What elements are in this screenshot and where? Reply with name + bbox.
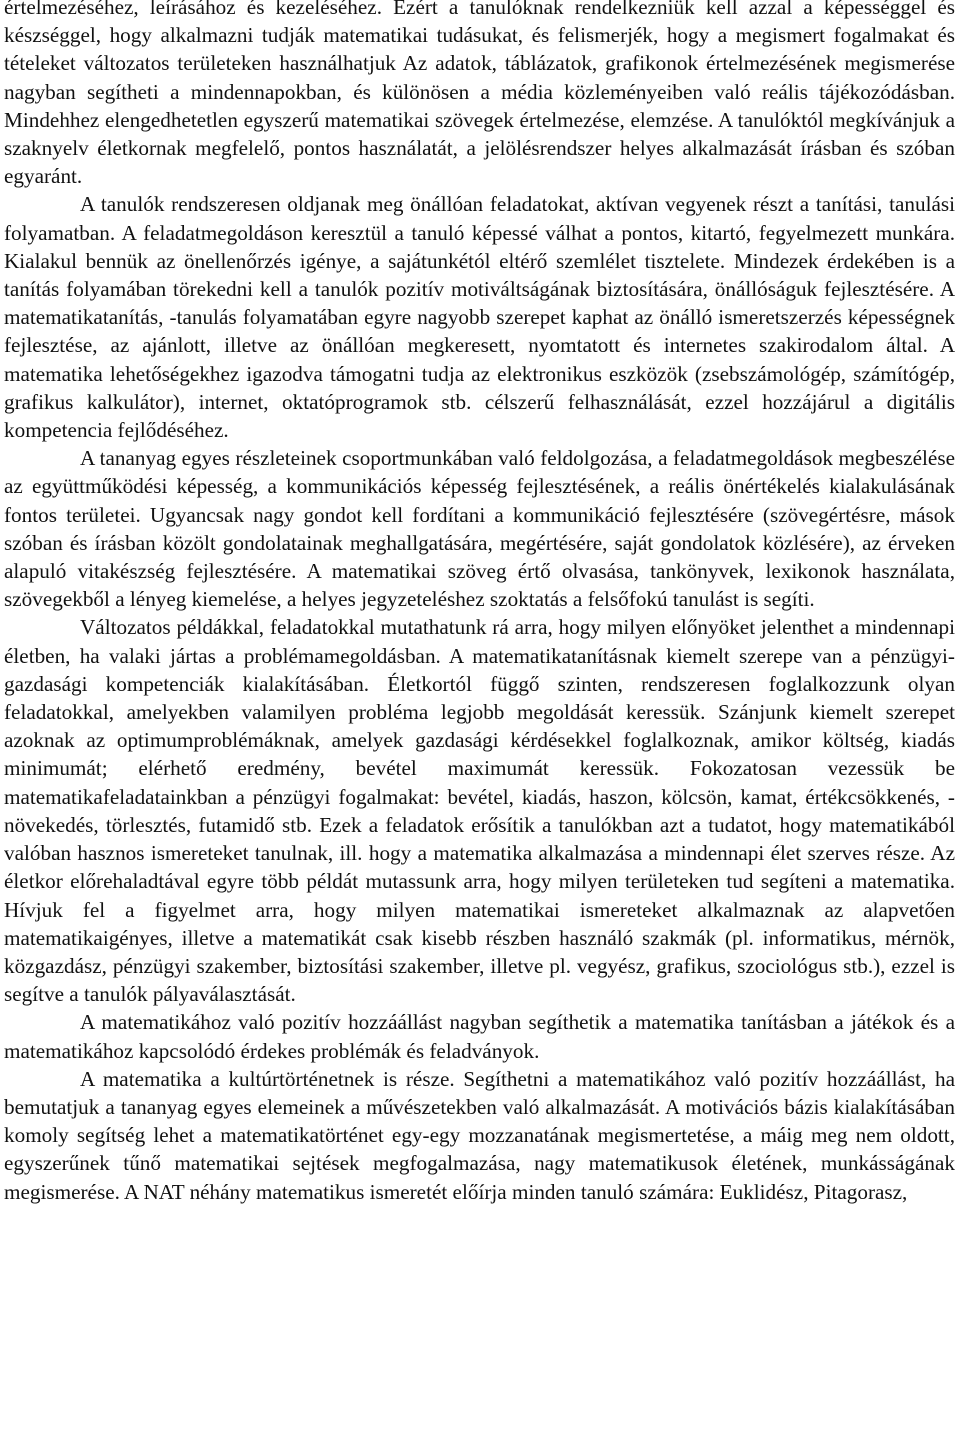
paragraph-group-work: A tananyag egyes részleteinek csoportmunkában való feldolgozása, a feladatmegoldások megbeszélése az együttműködési képesség, a kommunikációs képesség fejlesztésének, a reális önértékelés kialakulásának fontos területei. Ugyancsak nagy gondot kell fordítani a kommunikáció fejlesztésére (szövegértésre, mások szóban és írásban közölt gondolatainak meghallgatására, megértésére, saját gondolatok közlésére), az érveken alapuló vitakészség fejlesztésére. A matematikai szöveg értő olvasása, tankönyvek, lexikonok használata, szövegekből a lényeg kiemelése, a helyes jegyzeteléshez szoktatás a felsőfokú tanulást is segíti. [4,446,955,612]
paragraph-continuation: értelmezéséhez, leírásához és kezeléséhez. Ezért a tanulóknak rendelkezniük kell azzal a képességgel és készséggel, hogy alkalmazni tudják matematikai tudásukat, és felismerjék, hogy a megismert fogalmakat és tételeket változatos területeken használhatjuk Az adatok, táblázatok, grafikonok értelmezésének megismerése nagyban segítheti a mindennapokban, és különösen a média közleményeiben való reális tájékozódásban. Mindehhez elengedhetetlen egyszerű matematikai szövegek értelmezése, elemzése. A tanulóktól megkívánjuk a szaknyelv életkornak megfelelő, pontos használatát, a jelölésrendszer helyes alkalmazását írásban és szóban egyaránt. [4,0,955,189]
paragraph-cultural-history: A matematika a kultúrtörténetnek is része. Segíthetni a matematikához való pozitív hozzáállást, ha bemutatjuk a tananyag egyes elemeinek a művészetekben való alkalmazását. A motivációs bázis kialakításában komoly segítség lehet a matematikatörténet egy-egy mozzanatának megismertetése, a máig meg nem oldott, egyszerűnek tűnő matematikai sejtések megfogalmazása, nagy matematikusok életének, munkásságának megismerése. A NAT néhány matematikus ismeretét előírja minden tanuló számára: Euklidész, Pitagorasz, [4,1066,955,1204]
paragraph-games: A matematikához való pozitív hozzáállást nagyban segíthetik a matematika tanításban a játékok és a matematikához kapcsolódó érdekes problémák és feladványok. [4,1010,955,1063]
paragraph-independent-work: A tanulók rendszeresen oldjanak meg önállóan feladatokat, aktívan vegyenek részt a tanítási, tanulási folyamatban. A feladatmegoldáson keresztül a tanuló képessé válhat a pontos, kitartó, fegyelmezett munkára. Kialakul bennük az önellenőrzés igénye, a sajátunkétól eltérő szemlélet tisztelete. Mindezek érdekében is a tanítás folyamában törekedni kell a tanulók pozitív motiváltságának biztosítására, önállóságuk fejlesztésére. A matematikatanítás, -tanulás folyamatában egyre nagyobb szerepet kaphat az önálló ismeretszerzés képességnek fejlesztése, az ajánlott, illetve az önállóan megkeresett, nyomtatott és internetes szakirodalom által. A matematika lehetőségekhez igazodva támogatni tudja az elektronikus eszközök (zsebszámológép, számítógép, grafikus kalkulátor), internet, oktatóprogramok stb. célszerű felhasználását, ezzel hozzájárul a digitális kompetencia fejlődéséhez. [4,192,955,443]
paragraph-practical-examples: Változatos példákkal, feladatokkal mutathatunk rá arra, hogy milyen előnyöket jelenthet a mindennapi életben, ha valaki jártas a problémamegoldásban. A matematikatanításnak kiemelt szerepe van a pénzügyi-gazdasági kompetenciák kialakításában. Életkortól függő szinten, rendszeresen foglalkozzunk olyan feladatokkal, amelyekben valamilyen probléma legjobb megoldását keressük. Szánjunk kiemelt szerepet azoknak az optimumproblémáknak, amelyek gazdasági kérdésekkel foglalkoznak, amikor költség, kiadás minimumát; elérhető eredmény, bevétel maximumát keressük. Fokozatosan vezessük be matematikafeladatainkban a pénzügyi fogalmakat: bevétel, kiadás, haszon, kölcsön, kamat, értékcsökkenés, -növekedés, törlesztés, futamidő stb. Ezek a feladatok erősítik a tanulókban azt a tudatot, hogy matematikából valóban hasznos ismereteket tanulnak, ill. hogy a matematika alkalmazása a mindennapi élet szerves része. Az életkor előrehaladtával egyre több példát mutassunk arra, hogy milyen területeken tud segíteni a matematika. Hívjuk fel a figyelmet arra, hogy milyen matematikai ismereteket alkalmaznak az alapvetően matematikaigényes, illetve a matematikát csak kisebb részben használó szakmák (pl. informatikus, mérnök, közgazdász, pénzügyi szakember, biztosítási szakember, illetve pl. vegyész, grafikus, szociológus stb.), ezzel is segítve a tanulók pályaválasztását. [4,615,955,1007]
